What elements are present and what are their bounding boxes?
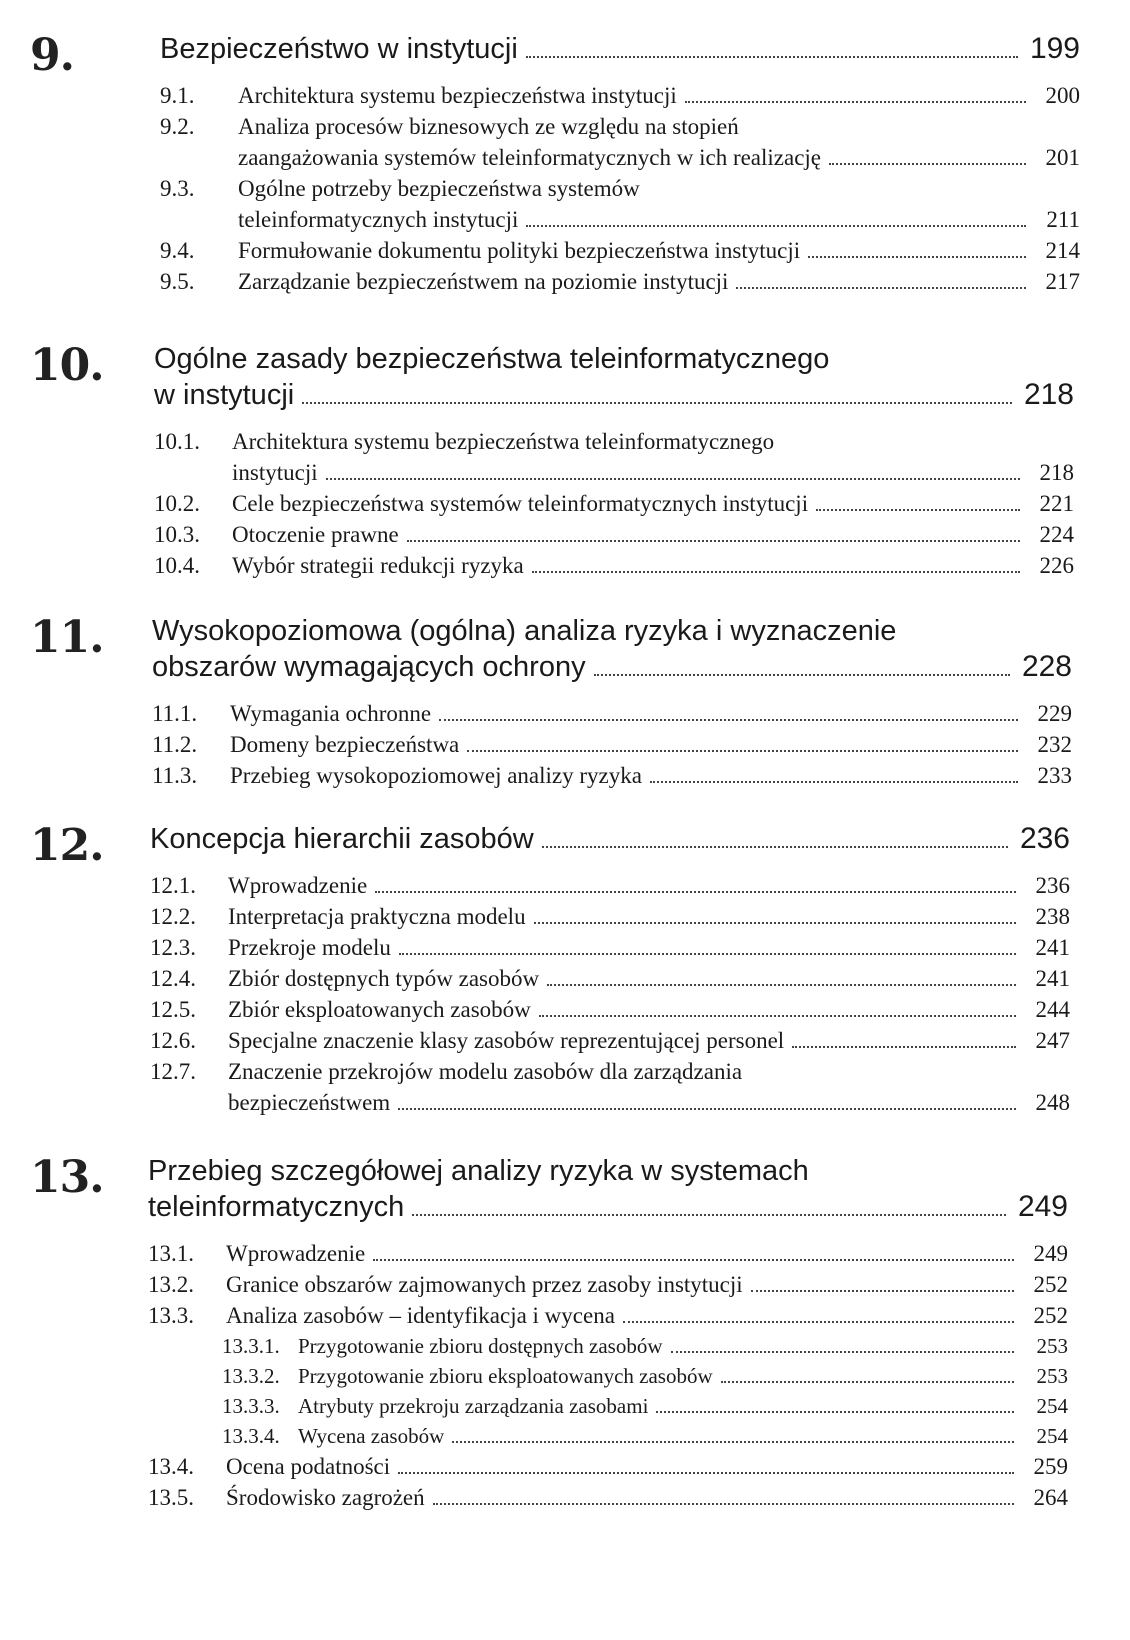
section-page-number: 201 [1045, 145, 1080, 170]
section-title-text: Wybór strategii redukcji ryzyka [232, 553, 524, 578]
section-body [298, 1361, 1068, 1391]
section-entry[interactable] [154, 488, 1074, 519]
dot-leader [721, 1381, 1014, 1383]
section-title-line [298, 1391, 1068, 1421]
section-title-line [232, 457, 1074, 488]
section-page-number: 253 [1036, 1364, 1068, 1388]
dot-leader [399, 953, 1016, 955]
section-body [230, 698, 1072, 729]
section-number: 13.3.2. [222, 1364, 280, 1388]
section-number: 13.3.3. [222, 1394, 280, 1418]
section-body [228, 870, 1070, 901]
section-title-text: Architektura systemu bezpieczeństwa teleinformatycznego [232, 429, 775, 454]
section-title-line [228, 1056, 1070, 1087]
section-title-text: bezpieczeństwem [228, 1090, 391, 1115]
section-title-line [228, 1087, 1070, 1118]
section-list [154, 426, 1074, 581]
section-title-line [232, 519, 1074, 550]
section-page-number: 217 [1045, 269, 1080, 294]
section-number: 13.5. [148, 1485, 194, 1510]
dot-leader [792, 1046, 1016, 1048]
dot-leader [594, 674, 1010, 676]
section-title-line [238, 111, 1080, 142]
section-title-line [228, 994, 1070, 1025]
section-entry[interactable] [152, 729, 1072, 760]
chapter-title-text: teleinformatycznych [148, 1191, 405, 1223]
section-page-number: 221 [1039, 491, 1074, 516]
section-number: 12.1. [150, 873, 196, 898]
subsection-entry[interactable] [148, 1361, 1068, 1391]
section-entry[interactable] [148, 1451, 1068, 1482]
section-page-number: 214 [1045, 238, 1080, 263]
section-list [152, 698, 1072, 791]
section-title-line [238, 266, 1080, 297]
section-title-text: Środowisko zagrożeń [226, 1485, 425, 1510]
section-number: 13.2. [148, 1272, 194, 1297]
chapter-title-line [154, 340, 1074, 376]
section-entry[interactable] [150, 1025, 1070, 1056]
section-page-number: 226 [1039, 553, 1074, 578]
section-title-text: Ogólne potrzeby bezpieczeństwa systemów [238, 176, 640, 201]
dot-leader [736, 287, 1026, 289]
section-page-number: 252 [1033, 1303, 1068, 1328]
section-page-number: 248 [1035, 1090, 1070, 1115]
section-body [232, 426, 1074, 488]
section-title-line [298, 1331, 1068, 1361]
section-number: 9.4. [160, 238, 195, 263]
section-title-line [226, 1269, 1068, 1300]
section-list [148, 1238, 1068, 1513]
dot-leader [302, 402, 1012, 404]
section-title-text: Zbiór dostępnych typów zasobów [228, 966, 540, 991]
section-page-number: 229 [1037, 701, 1072, 726]
section-title-line [228, 1025, 1070, 1056]
section-title-line [232, 426, 1074, 457]
section-page-number: 254 [1036, 1424, 1068, 1448]
chapter-title-text: Wysokopoziomowa (ogólna) analiza ryzyka i wyznaczenie [152, 615, 897, 647]
section-body [226, 1300, 1068, 1331]
subsection-entry[interactable] [148, 1421, 1068, 1451]
section-entry[interactable] [152, 760, 1072, 791]
section-page-number: 247 [1035, 1028, 1070, 1053]
section-entry[interactable] [148, 1300, 1068, 1331]
section-title-text: Specjalne znaczenie klasy zasobów reprezentującej personel [228, 1028, 785, 1053]
section-list [150, 870, 1070, 1118]
section-page-number: 252 [1033, 1272, 1068, 1297]
section-page-number: 241 [1035, 966, 1070, 991]
section-body [228, 1056, 1070, 1118]
chapter-page-number: 218 [1023, 378, 1074, 411]
chapter-title-line [150, 820, 1070, 856]
section-body [238, 111, 1080, 173]
section-title-text: Ocena podatności [226, 1454, 391, 1479]
section-body [238, 173, 1080, 235]
section-title-text: Atrybuty przekroju zarządzania zasobami [298, 1394, 649, 1418]
section-body [238, 266, 1080, 297]
section-entry[interactable] [160, 80, 1080, 111]
chapter-title-text: Ogólne zasady bezpieczeństwa teleinformatycznego [154, 343, 830, 375]
chapter-page-number: 228 [1021, 650, 1072, 683]
section-title-line [232, 488, 1074, 519]
dot-leader [542, 846, 1008, 848]
section-entry[interactable] [150, 901, 1070, 932]
section-entry[interactable] [150, 994, 1070, 1025]
chapter-title-line [148, 1152, 1068, 1188]
section-entry[interactable] [154, 550, 1074, 581]
chapter-page-number: 199 [1029, 32, 1080, 65]
section-page-number: 264 [1033, 1485, 1068, 1510]
section-title-text: Analiza zasobów – identyfikacja i wycena [226, 1303, 615, 1328]
section-entry[interactable] [152, 698, 1072, 729]
section-title-line [230, 698, 1072, 729]
dot-leader [375, 891, 1016, 893]
section-number: 11.2. [152, 732, 198, 757]
section-title-line [238, 173, 1080, 204]
section-title-text: Architektura systemu bezpieczeństwa instytucji [238, 83, 677, 108]
section-body [226, 1269, 1068, 1300]
section-number: 12.5. [150, 997, 196, 1022]
chapter-title[interactable] [154, 340, 1074, 412]
section-number: 9.1. [160, 83, 195, 108]
section-number: 10.3. [154, 522, 200, 547]
section-entry[interactable] [150, 1056, 1070, 1118]
section-number: 9.2. [160, 114, 195, 139]
section-title-line [228, 932, 1070, 963]
section-number: 13.1. [148, 1241, 194, 1266]
chapter-number: 11. [30, 612, 104, 663]
section-body [232, 550, 1074, 581]
section-page-number: 200 [1045, 83, 1080, 108]
chapter-page-number: 236 [1019, 822, 1070, 855]
section-number: 9.3. [160, 176, 195, 201]
section-page-number: 249 [1033, 1241, 1068, 1266]
section-page-number: 236 [1035, 873, 1070, 898]
section-body [230, 729, 1072, 760]
section-title-line [230, 729, 1072, 760]
dot-leader [829, 163, 1026, 165]
section-number: 13.3.1. [222, 1334, 280, 1358]
section-title-text: Wprowadzenie [228, 873, 368, 898]
dot-leader [685, 101, 1026, 103]
section-number: 11.3. [152, 763, 198, 788]
section-title-line [226, 1238, 1068, 1269]
section-number: 12.3. [150, 935, 196, 960]
section-title-line [226, 1300, 1068, 1331]
section-entry[interactable] [150, 963, 1070, 994]
section-page-number: 218 [1039, 460, 1074, 485]
section-entry[interactable] [148, 1269, 1068, 1300]
section-title-text: Granice obszarów zajmowanych przez zasoby instytucji [226, 1272, 743, 1297]
section-body [298, 1331, 1068, 1361]
chapter-title[interactable] [148, 1152, 1068, 1224]
section-body [228, 994, 1070, 1025]
dot-leader [671, 1351, 1015, 1353]
chapter-title-line [152, 612, 1072, 648]
section-page-number: 233 [1037, 763, 1072, 788]
section-title-text: Analiza procesów biznesowych ze względu na stopień [238, 114, 739, 139]
section-title-line [226, 1482, 1068, 1513]
chapter-number: 10. [30, 340, 104, 391]
dot-leader [452, 1441, 1014, 1443]
dot-leader [326, 478, 1020, 480]
dot-leader [656, 1411, 1014, 1413]
chapter-title-text: Przebieg szczegółowej analizy ryzyka w systemach [148, 1155, 809, 1187]
section-title-text: Wycena zasobów [298, 1424, 445, 1448]
section-number: 10.1. [154, 429, 200, 454]
dot-leader [816, 509, 1020, 511]
section-number: 10.4. [154, 553, 200, 578]
dot-leader [439, 719, 1018, 721]
section-page-number: 241 [1035, 935, 1070, 960]
section-title-text: Zarządzanie bezpieczeństwem na poziomie instytucji [238, 269, 729, 294]
section-entry[interactable] [160, 111, 1080, 173]
chapter-title-line [154, 376, 1074, 412]
section-entry[interactable] [160, 235, 1080, 266]
dot-leader [398, 1472, 1014, 1474]
section-entry[interactable] [160, 266, 1080, 297]
section-title-text: Domeny bezpieczeństwa [230, 732, 460, 757]
section-entry[interactable] [150, 932, 1070, 963]
section-body [232, 488, 1074, 519]
section-title-line [226, 1451, 1068, 1482]
section-title-text: instytucji [232, 460, 318, 485]
section-title-line [230, 760, 1072, 791]
section-page-number: 259 [1033, 1454, 1068, 1479]
section-entry[interactable] [148, 1238, 1068, 1269]
dot-leader [398, 1108, 1016, 1110]
section-body [228, 963, 1070, 994]
chapter-number: 12. [30, 820, 104, 871]
dot-leader [526, 225, 1026, 227]
section-title-line [232, 550, 1074, 581]
dot-leader [808, 256, 1026, 258]
section-number: 13.4. [148, 1454, 194, 1479]
section-body [228, 932, 1070, 963]
section-title-line [238, 80, 1080, 111]
chapter-title-text: w instytucji [154, 379, 295, 411]
section-number: 13.3. [148, 1303, 194, 1328]
dot-leader [534, 922, 1016, 924]
section-title-text: teleinformatycznych instytucji [238, 207, 519, 232]
section-page-number: 238 [1035, 904, 1070, 929]
section-page-number: 254 [1036, 1394, 1068, 1418]
chapter-title[interactable] [150, 820, 1070, 856]
section-body [226, 1482, 1068, 1513]
section-entry[interactable] [154, 519, 1074, 550]
chapter-title-line [160, 30, 1080, 66]
section-title-line [298, 1421, 1068, 1451]
chapter-number: 9. [30, 30, 74, 81]
section-title-text: Przekroje modelu [228, 935, 391, 960]
section-body [226, 1451, 1068, 1482]
chapter-title-text: Koncepcja hierarchii zasobów [150, 823, 534, 855]
section-title-text: Wprowadzenie [226, 1241, 366, 1266]
section-title-line [298, 1361, 1068, 1391]
dot-leader [412, 1214, 1006, 1216]
section-entry[interactable] [150, 870, 1070, 901]
section-body [228, 1025, 1070, 1056]
dot-leader [623, 1321, 1014, 1323]
section-title-line [238, 235, 1080, 266]
dot-leader [467, 750, 1018, 752]
section-page-number: 232 [1037, 732, 1072, 757]
section-body [230, 760, 1072, 791]
section-entry[interactable] [154, 426, 1074, 488]
section-title-line [228, 870, 1070, 901]
dot-leader [532, 571, 1020, 573]
section-body [298, 1421, 1068, 1451]
section-body [238, 80, 1080, 111]
section-body [238, 235, 1080, 266]
section-body [228, 901, 1070, 932]
chapter-title[interactable] [152, 612, 1072, 684]
section-body [226, 1238, 1068, 1269]
section-number: 12.4. [150, 966, 196, 991]
chapter-title[interactable] [160, 30, 1080, 66]
section-body [232, 519, 1074, 550]
section-title-text: Wymagania ochronne [230, 701, 432, 726]
section-title-text: Otoczenie prawne [232, 522, 399, 547]
dot-leader [407, 540, 1020, 542]
section-number: 11.1. [152, 701, 198, 726]
section-page-number: 224 [1039, 522, 1074, 547]
dot-leader [539, 1015, 1016, 1017]
chapter-title-line [148, 1188, 1068, 1224]
section-number: 12.2. [150, 904, 196, 929]
section-title-text: Zbiór eksploatowanych zasobów [228, 997, 531, 1022]
dot-leader [547, 984, 1016, 986]
subsection-entry[interactable] [148, 1331, 1068, 1361]
section-number: 12.6. [150, 1028, 196, 1053]
section-title-line [228, 901, 1070, 932]
chapter-page-number: 249 [1017, 1190, 1068, 1223]
section-page-number: 253 [1036, 1334, 1068, 1358]
dot-leader [650, 781, 1018, 783]
dot-leader [751, 1290, 1014, 1292]
dot-leader [373, 1259, 1014, 1261]
section-list [160, 80, 1080, 297]
chapter-title-line [152, 648, 1072, 684]
chapter-title-text: Bezpieczeństwo w instytucji [160, 33, 518, 65]
section-body [298, 1391, 1068, 1421]
section-title-text: zaangażowania systemów teleinformatycznych w ich realizację [238, 145, 822, 170]
chapter-title-text: obszarów wymagających ochrony [152, 651, 586, 683]
section-number: 13.3.4. [222, 1424, 280, 1448]
section-title-text: Cele bezpieczeństwa systemów teleinformatycznych instytucji [232, 491, 809, 516]
section-title-line [238, 204, 1080, 235]
section-entry[interactable] [148, 1482, 1068, 1513]
section-number: 9.5. [160, 269, 195, 294]
subsection-entry[interactable] [148, 1391, 1068, 1421]
dot-leader [526, 56, 1018, 58]
section-title-text: Przygotowanie zbioru eksploatowanych zasobów [298, 1364, 713, 1388]
section-title-text: Przygotowanie zbioru dostępnych zasobów [298, 1334, 663, 1358]
section-page-number: 211 [1046, 207, 1080, 232]
chapter-number: 13. [30, 1152, 104, 1203]
section-title-line [228, 963, 1070, 994]
section-title-text: Interpretacja praktyczna modelu [228, 904, 526, 929]
section-page-number: 244 [1035, 997, 1070, 1022]
section-title-text: Znaczenie przekrojów modelu zasobów dla zarządzania [228, 1059, 743, 1084]
section-title-text: Formułowanie dokumentu polityki bezpieczeństwa instytucji [238, 238, 801, 263]
section-title-text: Przebieg wysokopoziomowej analizy ryzyka [230, 763, 642, 788]
section-title-line [238, 142, 1080, 173]
section-number: 10.2. [154, 491, 200, 516]
section-number: 12.7. [150, 1059, 196, 1084]
section-entry[interactable] [160, 173, 1080, 235]
dot-leader [433, 1503, 1014, 1505]
